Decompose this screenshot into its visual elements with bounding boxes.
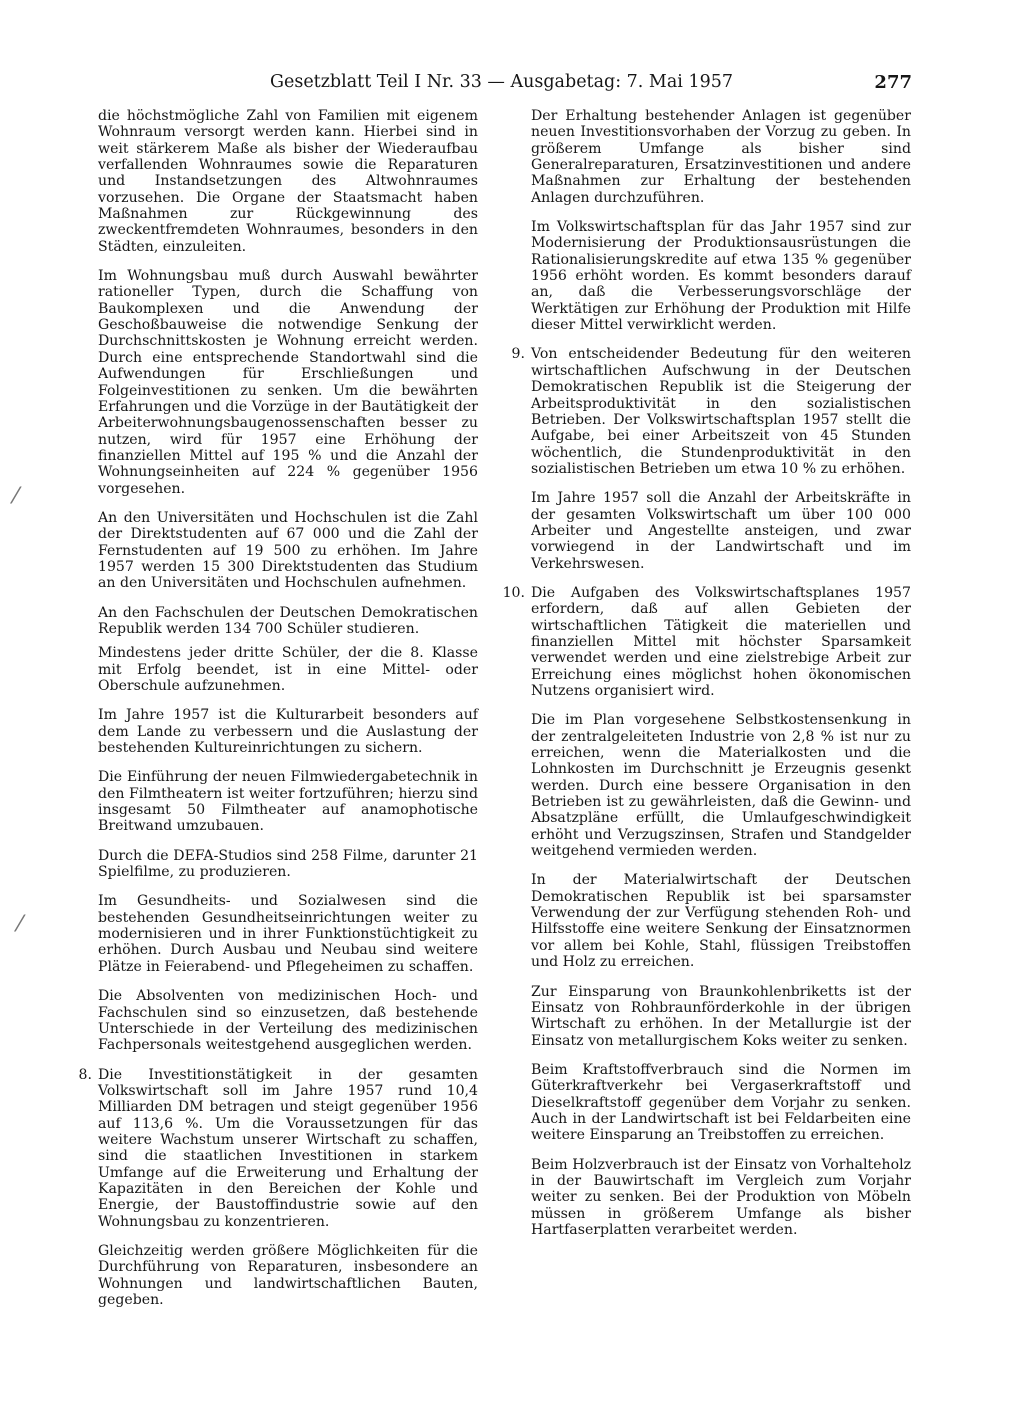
paragraph: Im Gesundheits- und Sozialwesen sind die bestehenden Gesundheitseinrichtungen weiter zu modernisieren und in ihrer Funktionstüchtigkeit zu erhöhen. Durch Ausbau und Neubau sind weitere Plätze in Feierabend- und Pflegeheimen zu schaffen. xyxy=(98,893,478,975)
numbered-section-10 xyxy=(502,584,911,699)
section-number: 9. xyxy=(511,346,525,363)
right-column xyxy=(502,108,911,1251)
numbered-section-8 xyxy=(78,1066,478,1230)
paragraph: Die Absolventen von medizinischen Hoch- und Fachschulen sind so einzusetzen, daß bestehende Unterschiede in der Verteilung des medizinischen Fachpersonals weitestgehend ausgeglichen werden. xyxy=(98,988,478,1054)
left-column xyxy=(78,108,478,1321)
paragraph: In der Materialwirtschaft der Deutschen Demokratischen Republik ist bei sparsamster Verwendung der zur Verfügung stehenden Roh- und Hilfsstoffe eine weitere Senkung der Einsatznormen vor allem bei Kohle, Stahl, flüssigen Treibstoffen und Holz zu erreichen. xyxy=(531,872,911,971)
paragraph: Von entscheidender Bedeutung für den weiteren wirtschaftlichen Aufschwung in der Deutschen Demokratischen Republik ist die Steigerung der Arbeitsproduktivität in den sozialistischen Betrieben. Der Volkswirtschaftsplan 1957 stellt die Aufgabe, bei einer Arbeitszeit von 45 Stunden wöchentlich, die Stundenproduktivität in den sozialistischen Betrieben um etwa 10 % zu erhöhen. xyxy=(531,346,911,477)
page-header: Gesetzblatt Teil I Nr. 33 — Ausgabetag: 7. Mai 1957 xyxy=(270,72,733,92)
paragraph: Zur Einsparung von Braunkohlenbriketts ist der Einsatz von Rohbraunförderkohle in der übrigen Wirtschaft zu erhöhen. In der Metallurgie ist der Einsatz von metallurgischem Koks weiter zu senken. xyxy=(531,983,911,1049)
paragraph: Im Wohnungsbau muß durch Auswahl bewährter rationeller Typen, durch die Schaffung von Baukomplexen und die Anwendung der Geschoßbauweise die notwendige Senkung der Durchschnittskosten je Wohnung erreicht werden. Durch eine entsprechende Standortwahl sind die Aufwendungen für Erschließungen und Folgeinvestitionen zu senken. Um die bewährten Erfahrungen und die Vorzüge in der Bautätigkeit der Arbeiterwohnungsbaugenossenschaften besser zu nutzen, wird für 1957 eine Erhöhung der finanziellen Mittel auf 195 % und die Anzahl der Wohnungseinheiten auf 224 % gegenüber 1956 vorgesehen. xyxy=(98,268,478,497)
paragraph: die höchstmögliche Zahl von Familien mit eigenem Wohnraum versorgt werden kann. Hierbei sind in weit stärkerem Maße als bisher der Wiederaufbau verfallenden Wohnraumes sowie die Reparaturen und Instandsetzungen des Altwohnraumes vorzusehen. Die Organe der Staatsmacht haben Maßnahmen zur Rückgewinnung des zweckentfremdeten Wohnraumes, besonders in den Städten, einzuleiten. xyxy=(98,108,478,255)
page-number: 277 xyxy=(874,72,912,93)
margin-mark-icon: ⁄ xyxy=(18,912,22,937)
margin-mark-icon: ⁄ xyxy=(14,484,18,509)
paragraph: An den Fachschulen der Deutschen Demokratischen Republik werden 134 700 Schüler studieren. xyxy=(98,604,478,637)
numbered-section-9 xyxy=(511,346,911,477)
paragraph: Gleichzeitig werden größere Möglichkeiten für die Durchführung von Reparaturen, insbesondere an Wohnungen und landwirtschaftlichen Bauten, gegeben. xyxy=(98,1242,478,1308)
paragraph: Der Erhaltung bestehender Anlagen ist gegenüber neuen Investitionsvorhaben der Vorzug zu geben. In größerem Umfange als bisher sind Generalreparaturen, Ersatzinvestitionen und andere Maßnahmen zur Erhaltung der bestehenden Anlagen durchzuführen. xyxy=(531,108,911,206)
paragraph: An den Universitäten und Hochschulen ist die Zahl der Direktstudenten auf 67 000 und die Zahl der Fernstudenten auf 19 500 zu erhöhen. Im Jahre 1957 werden 15 300 Direktstudenten das Studium an den Universitäten und Hochschulen aufnehmen. xyxy=(98,509,478,592)
section-number: 10. xyxy=(502,584,525,601)
paragraph: Beim Kraftstoffverbrauch sind die Normen im Güterkraftverkehr bei Vergaserkraftstoff und Dieselkraftstoff gegenüber dem Vorjahr zu senken. Auch in der Landwirtschaft ist bei Feldarbeiten eine weitere Einsparung an Treibstoffen zu erreichen. xyxy=(531,1061,911,1144)
paragraph: Die Aufgaben des Volkswirtschaftsplanes 1957 erfordern, daß auf allen Gebieten der wirtschaftlichen Tätigkeit die materiellen und finanziellen Mittel mit höchster Sparsamkeit verwendet werden und eine zielstrebige Arbeit zur Erreichung eines möglichst hohen ökonomischen Nutzens organisiert wird. xyxy=(531,584,911,699)
paragraph: Im Jahre 1957 ist die Kulturarbeit besonders auf dem Lande zu verbessern und die Auslastung der bestehenden Kultureinrichtungen zu sichern. xyxy=(98,707,478,757)
paragraph: Durch die DEFA-Studios sind 258 Filme, darunter 21 Spielfilme, zu produzieren. xyxy=(98,847,478,881)
paragraph: Mindestens jeder dritte Schüler, der die 8. Klasse mit Erfolg beendet, ist in eine Mittel- oder Oberschule aufzunehmen. xyxy=(98,645,478,694)
section-number: 8. xyxy=(78,1066,92,1083)
paragraph: Die Investitionstätigkeit in der gesamten Volkswirtschaft soll im Jahre 1957 rund 10,4 Milliarden DM betragen und steigt gegenüber 1956 auf 113,6 %. Um die Voraussetzungen für das weitere Wachstum unserer Wirtschaft zu schaffen, sind die staatlichen Investitionen in starkem Umfange auf die Erweiterung und Erhaltung der Kapazitäten in den Bereichen der Kohle und Energie, der Baustoffindustrie sowie auf den Wohnungsbau zu konzentrieren. xyxy=(98,1066,478,1230)
paragraph: Im Jahre 1957 soll die Anzahl der Arbeitskräfte in der gesamten Volkswirtschaft um über 100 000 Arbeiter und Angestellte ansteigen, und zwar vorwiegend in der Landwirtschaft und im Verkehrswesen. xyxy=(531,490,911,572)
paragraph: Die Einführung der neuen Filmwiedergabetechnik in den Filmtheatern ist weiter fortzuführen; hierzu sind insgesamt 50 Filmtheater auf anamophotische Breitwand umzubauen. xyxy=(98,769,478,835)
paragraph: Im Volkswirtschaftsplan für das Jahr 1957 sind zur Modernisierung der Produktionsausrüstungen die Rationalisierungskredite auf etwa 135 % gegenüber 1956 erhöht worden. Es kommt besonders darauf an, daß die Verbesserungsvorschläge der Werktätigen zur Erhöhung der Produktion mit Hilfe dieser Mittel verwirklicht werden. xyxy=(531,219,911,334)
paragraph: Beim Holzverbrauch ist der Einsatz von Vorhalteholz in der Bauwirtschaft im Vergleich zum Vorjahr weiter zu senken. Bei der Produktion von Möbeln müssen in größerem Umfange als bisher Hartfaserplatten verarbeitet werden. xyxy=(531,1156,911,1238)
paragraph: Die im Plan vorgesehene Selbstkostensenkung in der zentralgeleiteten Industrie von 2,8 % ist nur zu erreichen, wenn die Materialkosten und die Lohnkosten im Durchschnitt je Erzeugnis gesenkt werden. Durch eine bessere Organisation in den Betrieben ist zu gewährleisten, daß die Gewinn- und Absatzpläne erfüllt, die Umlaufgeschwindigkeit erhöht und Verzugszinsen, Strafen und Standgelder weitgehend vermieden werden. xyxy=(531,712,911,860)
